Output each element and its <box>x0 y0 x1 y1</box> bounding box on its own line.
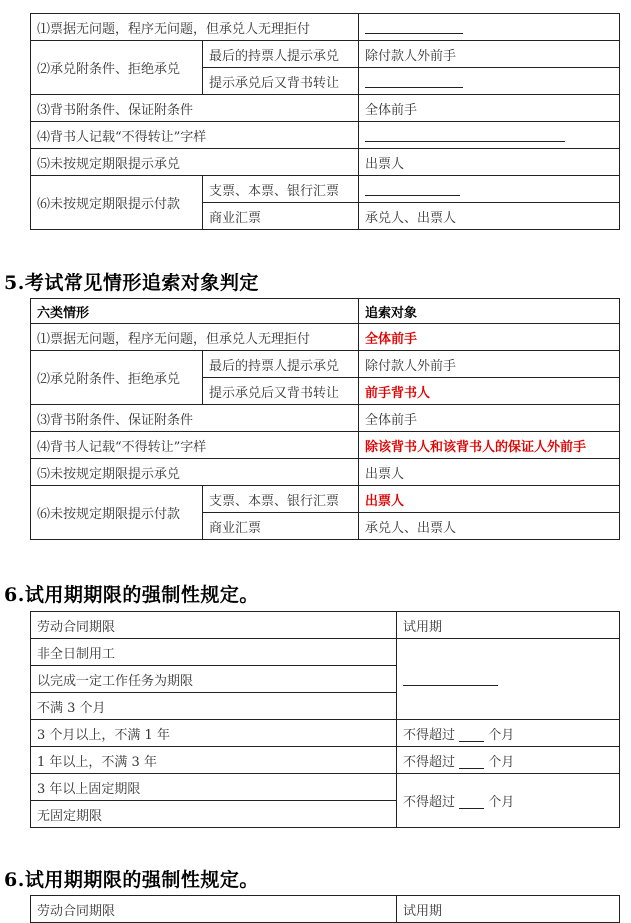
section-6-title-repeat: 6.试用期期限的强制性规定。 <box>4 869 259 891</box>
header-cell: 六类情形 <box>31 299 359 324</box>
limit-prefix: 不得超过 <box>403 727 456 743</box>
sub-case-cell: 最后的持票人提示承兑 <box>203 41 359 68</box>
limit-suffix: 个月 <box>488 727 515 743</box>
limit-suffix: 个月 <box>488 795 515 810</box>
limit-cell <box>397 747 620 774</box>
answer-blank <box>359 122 620 149</box>
term-cell: 1 年以上，不满 3 年 <box>31 747 397 774</box>
sub-case-cell: 商业汇票 <box>203 203 359 230</box>
term-cell: 以完成一定工作任务为期限 <box>31 666 397 693</box>
section-5-title: 5.考试常见情形追索对象判定 <box>4 272 259 294</box>
answer-blank <box>359 176 620 203</box>
target-cell: 全体前手 <box>359 95 620 122</box>
case-cell: ⑶背书附条件、保证附条件 <box>31 405 359 432</box>
case-cell: ⑴票据无问题，程序无问题，但承兑人无理拒付 <box>31 14 359 41</box>
limit-cell <box>397 720 620 747</box>
target-cell: 除付款人外前手 <box>359 351 620 378</box>
probation-table-repeat <box>30 895 620 923</box>
sub-case-cell: 支票、本票、银行汇票 <box>203 176 359 203</box>
answer-blank <box>359 68 620 95</box>
case-cell: ⑸未按规定期限提示承兑 <box>31 459 359 486</box>
term-cell: 3 个月以上，不满 1 年 <box>31 720 397 747</box>
limit-prefix: 不得超过 <box>403 795 456 810</box>
header-cell: 劳动合同期限 <box>31 612 397 639</box>
target-cell: 除付款人外前手 <box>359 41 620 68</box>
header-cell: 试用期 <box>397 612 620 639</box>
case-cell: ⑴票据无问题，程序无问题，但承兑人无理拒付 <box>31 324 359 351</box>
term-cell: 非全日制用工 <box>31 639 397 666</box>
target-cell-highlight: 前手背书人 <box>359 378 620 405</box>
target-cell: 全体前手 <box>359 405 620 432</box>
answer-blank <box>397 639 620 720</box>
header-cell: 劳动合同期限 <box>31 896 397 923</box>
term-cell: 无固定期限 <box>31 801 397 828</box>
case-cell: ⑵承兑附条件、拒绝承兑 <box>31 41 203 95</box>
probation-table <box>30 611 620 828</box>
recourse-table-answers <box>30 298 620 540</box>
target-cell-highlight: 出票人 <box>359 486 620 513</box>
header-cell: 追索对象 <box>359 299 620 324</box>
sub-case-cell: 提示承兑后又背书转让 <box>203 378 359 405</box>
section-6-title: 6.试用期期限的强制性规定。 <box>4 584 259 606</box>
limit-prefix: 不得超过 <box>403 754 456 770</box>
target-cell: 承兑人、出票人 <box>359 203 620 230</box>
target-cell: 承兑人、出票人 <box>359 513 620 540</box>
target-cell: 出票人 <box>359 459 620 486</box>
case-cell: ⑵承兑附条件、拒绝承兑 <box>31 351 203 405</box>
sub-case-cell: 提示承兑后又背书转让 <box>203 68 359 95</box>
limit-cell <box>397 774 620 828</box>
case-cell: ⑸未按规定期限提示承兑 <box>31 149 359 176</box>
target-cell-highlight: 全体前手 <box>359 324 620 351</box>
case-cell: ⑹未按规定期限提示付款 <box>31 486 203 540</box>
case-cell: ⑶背书附条件、保证附条件 <box>31 95 359 122</box>
term-cell: 3 年以上固定期限 <box>31 774 397 801</box>
answer-blank <box>359 14 620 41</box>
recourse-table-blank <box>30 13 620 230</box>
sub-case-cell: 商业汇票 <box>203 513 359 540</box>
header-cell: 试用期 <box>397 896 620 923</box>
sub-case-cell: 最后的持票人提示承兑 <box>203 351 359 378</box>
target-cell-highlight: 除该背书人和该背书人的保证人外前手 <box>359 432 620 459</box>
case-cell: ⑹未按规定期限提示付款 <box>31 176 203 230</box>
term-cell: 不满 3 个月 <box>31 693 397 720</box>
sub-case-cell: 支票、本票、银行汇票 <box>203 486 359 513</box>
case-cell: ⑷背书人记载“不得转让”字样 <box>31 122 359 149</box>
case-cell: ⑷背书人记载“不得转让”字样 <box>31 432 359 459</box>
target-cell: 出票人 <box>359 149 620 176</box>
limit-suffix: 个月 <box>488 754 515 770</box>
